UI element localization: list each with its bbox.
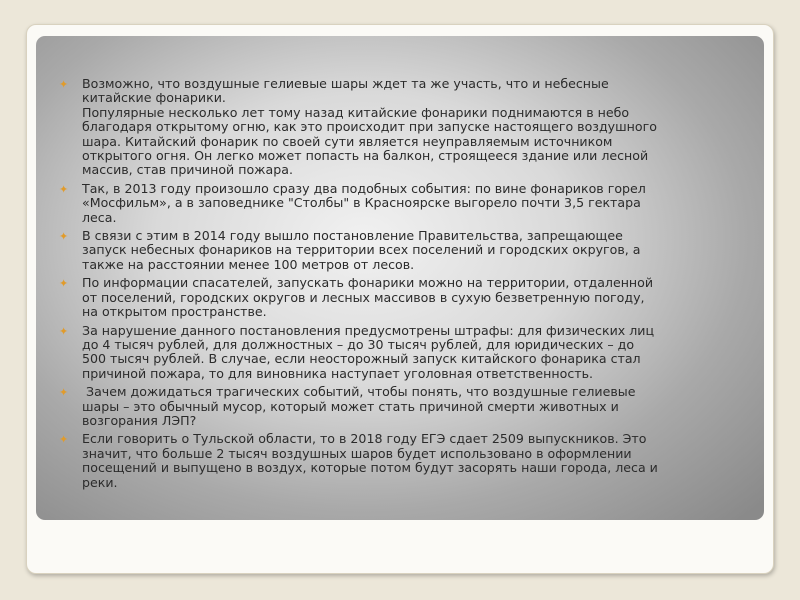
bullet-text-line: до 4 тысяч рублей, для должностных – до 30 тысяч рублей, для юридических – до [82, 336, 635, 352]
bullet-marker-icon: ✦ [59, 182, 69, 196]
bullet-text-line: на открытом пространстве. [82, 304, 267, 320]
bullet-text-line: также на расстоянии менее 100 метров от лесов. [82, 256, 415, 272]
bullet-text-line: Зачем дожидаться трагических событий, чтобы понять, что воздушные гелиевые [82, 384, 636, 400]
bullet-text-line: Так, в 2013 году произошло сразу два подобных события: по вине фонариков горел [82, 180, 646, 196]
bullet-text-line: Если говорить о Тульской области, то в 2018 году ЕГЭ сдает 2509 выпускников. Это [82, 431, 647, 447]
bullet-text-line: причиной пожара, то для виновника наступает уголовная ответственность. [82, 365, 593, 381]
bullet-text-line: китайские фонарики. [82, 90, 226, 106]
bullet-text-line: от поселений, городских округов и лесных массивов в сухую безветренную погоду, [82, 289, 645, 305]
bullet-item [58, 77, 748, 178]
bullet-text-line: возгорания ЛЭП? [82, 412, 197, 428]
bullet-text-line: шары – это обычный мусор, который может стать причиной смерти животных и [82, 398, 619, 414]
bullet-item [58, 432, 748, 490]
bullet-text-line: шара. Китайский фонарик по своей сути является неуправляемым источником [82, 133, 613, 149]
bullet-text-line: За нарушение данного постановления предусмотрены штрафы: для физических лиц [82, 322, 655, 338]
bullet-text-line: благодаря открытому огню, как это происходит при запуске настоящего воздушного [82, 119, 657, 135]
bullet-item [58, 182, 748, 225]
bullet-text-line: запуск небесных фонариков на территории всех поселений и городских округов, а [82, 242, 641, 258]
bullet-item [58, 229, 748, 272]
bullet-marker-icon: ✦ [59, 277, 69, 291]
bullet-text-line: открытого огня. Он легко может попасть на балкон, строящееся здание или лесной [82, 148, 649, 164]
bullet-item [58, 385, 748, 428]
bullet-marker-icon: ✦ [59, 386, 69, 400]
bullet-marker-icon: ✦ [59, 230, 69, 244]
bullet-text-line: Возможно, что воздушные гелиевые шары ждет та же участь, что и небесные [82, 76, 609, 91]
bullet-text-line: массив, став причиной пожара. [82, 162, 293, 178]
bullet-marker-icon: ✦ [59, 433, 69, 447]
bullet-text-line: значит, что больше 2 тысяч воздушных шаров будет использовано в оформлении [82, 445, 632, 461]
bullet-text-line: В связи с этим в 2014 году вышло постановление Правительства, запрещающее [82, 228, 623, 244]
bullet-text-line: леса. [82, 209, 117, 225]
bullet-list [58, 77, 748, 494]
bullet-text-line: По информации спасателей, запускать фонарики можно на территории, отдаленной [82, 275, 654, 291]
bullet-text-line: посещений и выпущено в воздух, которые потом будут засорять наши города, леса и [82, 460, 658, 476]
bullet-item [58, 324, 748, 382]
bullet-text-line: реки. [82, 474, 118, 490]
bullet-marker-icon: ✦ [59, 324, 69, 338]
bullet-text-line: Популярные несколько лет тому назад китайские фонарики поднимаются в небо [82, 104, 630, 120]
bullet-item [58, 276, 748, 319]
bullet-marker-icon: ✦ [59, 78, 69, 91]
bullet-text-line: «Мосфильм», а в заповеднике "Столбы" в Красноярске выгорело почти 3,5 гектара [82, 195, 641, 211]
bullet-text-line: 500 тысяч рублей. В случае, если неосторожный запуск китайского фонарика стал [82, 351, 641, 367]
